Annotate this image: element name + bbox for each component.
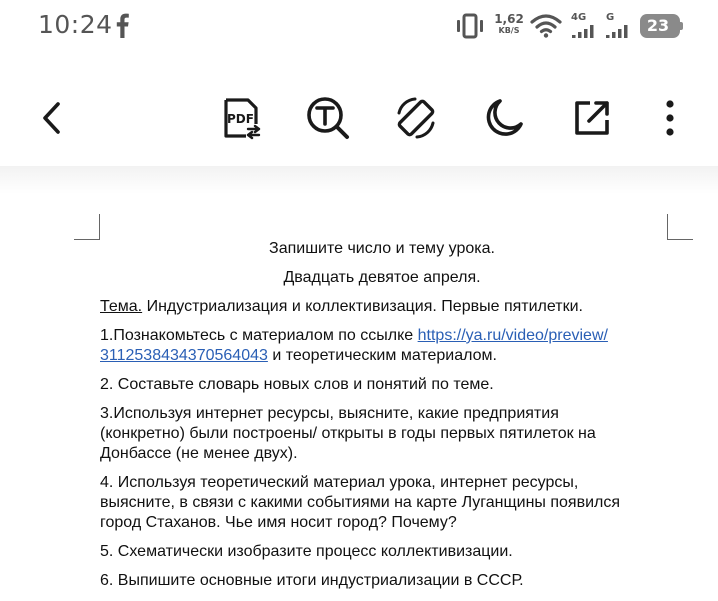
document-text — [100, 239, 660, 600]
item4-line3: город Стаханов. Чье имя носит город? Почему? — [100, 514, 457, 531]
battery-icon — [640, 14, 680, 38]
back-arrow-icon — [34, 100, 70, 136]
text-search-button[interactable] — [300, 90, 356, 146]
open-external-icon — [572, 98, 612, 138]
open-external-button[interactable] — [564, 90, 620, 146]
item3-line2: (конкретно) были построены/ открыты в годы первых пятилеток на — [100, 425, 596, 442]
text-search-icon — [305, 95, 351, 141]
signal-g-label: G — [606, 12, 615, 23]
signal-g-icon — [606, 25, 628, 38]
document-page[interactable] — [0, 194, 718, 601]
more-vertical-icon — [660, 98, 680, 138]
item3-line3: Донбассе (не менее двух). — [100, 445, 298, 462]
night-mode-button[interactable] — [476, 90, 532, 146]
theme-text: Индустриализация и коллективизация. Первые пятилетки. — [142, 298, 583, 315]
crop-mark-left — [74, 214, 100, 240]
doc-line-date: Двадцать девятое апреля. — [283, 269, 481, 286]
signal-4g-icon — [572, 25, 594, 38]
status-bar — [0, 0, 718, 52]
item1-prefix: 1.Познакомьтесь с материалом по ссылке — [100, 327, 418, 344]
doc-item-3 — [100, 404, 660, 464]
theme-label: Тема. — [100, 298, 143, 315]
back-button[interactable] — [24, 90, 80, 146]
doc-item-1 — [100, 326, 660, 366]
svg-text:PDF: PDF — [227, 112, 254, 126]
network-speed — [494, 13, 524, 35]
item4-line1: 4. Используя теоретический материал урока, интернет ресурсы, — [100, 474, 579, 491]
item1-suffix: и теоретическим материалом. — [267, 347, 497, 364]
toolbar-shadow — [0, 166, 718, 194]
doc-theme — [100, 297, 660, 317]
rotate-screen-icon — [393, 95, 439, 141]
toolbar — [0, 70, 718, 166]
night-mode-icon — [483, 97, 525, 139]
item3-line1: 3.Используя интернет ресурсы, выясните, какие предприятия — [100, 405, 559, 422]
battery-level: 23 — [646, 16, 670, 35]
rotate-button[interactable] — [388, 90, 444, 146]
signal-4g-label: 4G — [571, 12, 587, 23]
video-link-part1: https://ya.ru/video/preview/ — [417, 327, 608, 344]
doc-item-2: 2. Составьте словарь новых слов и понятий по теме. — [100, 376, 494, 393]
doc-item-4 — [100, 473, 660, 533]
facebook-icon — [114, 12, 130, 38]
pdf-button[interactable] — [212, 90, 268, 146]
vibrate-icon — [456, 13, 484, 39]
item4-line2: выясните, в связи с какими событиями на карте Луганщины появился — [100, 494, 621, 511]
crop-mark-right — [667, 214, 693, 240]
status-time: 10:24 — [38, 10, 113, 39]
pdf-convert-icon — [218, 96, 262, 140]
wifi-icon — [530, 14, 562, 38]
doc-item-6: 6. Выпишите основные итоги индустриализации в СССР. — [100, 572, 524, 589]
network-speed-unit: KB/S — [498, 26, 520, 35]
network-speed-value: 1,62 — [494, 12, 524, 26]
doc-item-5: 5. Схематически изобразите процесс коллективизации. — [100, 543, 513, 560]
video-link-part2: 3112538434370564043 — [100, 347, 268, 364]
doc-line-date-instruction: Запишите число и тему урока. — [269, 240, 495, 257]
more-options-button[interactable] — [642, 90, 698, 146]
